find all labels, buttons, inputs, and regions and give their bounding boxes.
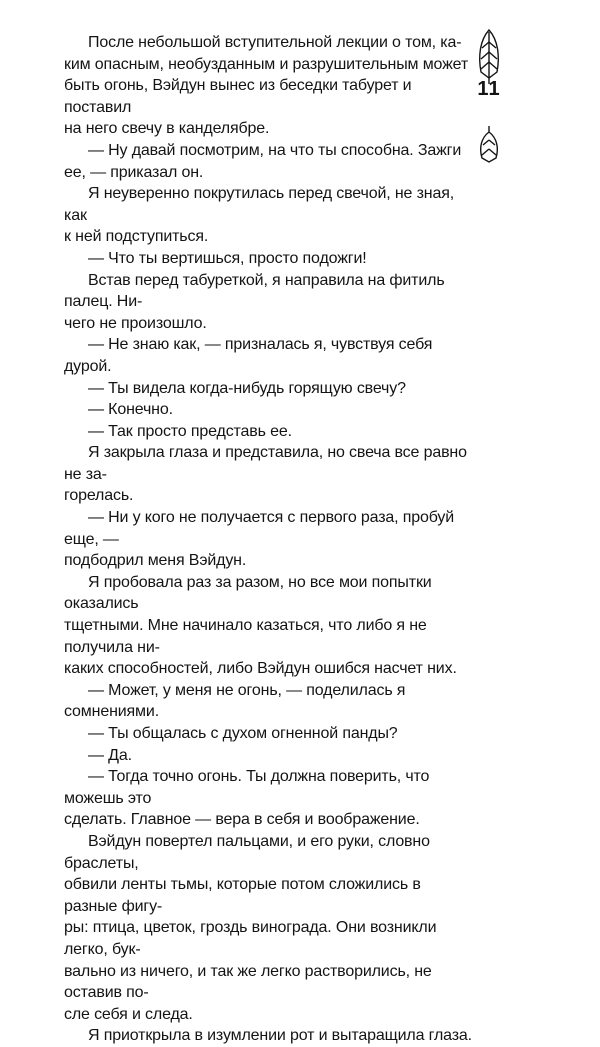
text-line: — Конечно. — [88, 401, 173, 419]
text-line: обвили ленты тьмы, которые потом сложились в разные фигу- — [64, 876, 421, 915]
page-text — [64, 32, 472, 1047]
text-line: быть огонь, Вэйдун вынес из беседки табурет и поставил — [64, 77, 412, 116]
text-line: Я приоткрыла в изумлении рот и вытаращила глаза. — [88, 1027, 472, 1045]
text-line: чего не произошло. — [64, 314, 207, 332]
text-line: ры: птица, цветок, гроздь винограда. Они возникли легко, бук- — [64, 919, 437, 958]
text-line: сделать. Главное — вера в себя и воображение. — [64, 811, 420, 829]
text-line: — Так просто представь ее. — [88, 422, 292, 440]
text-line: подбодрил меня Вэйдун. — [64, 552, 247, 570]
text-line: Вэйдун повертел пальцами, и его руки, словно браслеты, — [64, 832, 430, 872]
text-line: Я закрыла глаза и представила, но свеча все равно не за- — [64, 444, 467, 483]
text-line: ее, — приказал он. — [64, 163, 204, 181]
text-line: каких способностей, либо Вэйдун ошибся насчет них. — [64, 660, 457, 678]
text-line: сле себя и следа. — [64, 1005, 193, 1023]
text-line: После небольшой вступительной лекции о том, ка- — [88, 34, 462, 51]
text-line: — Ты видела когда-нибудь горящую свечу? — [88, 379, 406, 397]
text-line: — Тогда точно огонь. Ты должна поверить, что можешь это — [64, 768, 430, 807]
text-line: — Ты общалась с духом огненной панды? — [88, 725, 398, 742]
text-line: ким опасным, необузданным и разрушительным может — [64, 55, 469, 73]
text-line: — Ну давай посмотрим, на что ты способна. Зажги — [88, 141, 462, 159]
page-number: 11 — [477, 78, 501, 100]
text-line: — Ни у кого не получается с первого раза, пробуй еще, — — [64, 509, 455, 548]
text-line: тщетными. Мне начинало казаться, что либо я не получила ни- — [64, 617, 427, 656]
text-line: на него свечу в канделябре. — [64, 120, 270, 138]
text-line: — Да. — [88, 746, 132, 764]
text-line: к ней подступиться. — [64, 228, 209, 246]
text-line: горелась. — [64, 487, 134, 505]
text-line: — Не знаю как, — призналась я, чувствуя себя дурой. — [64, 336, 433, 375]
text-line: вально из ничего, и так же легко растворились, не оставив по- — [64, 962, 432, 1002]
text-line: Встав перед табуреткой, я направила на фитиль палец. Ни- — [64, 271, 445, 311]
text-line: — Может, у меня не огонь, — поделилась я сомнениями. — [64, 681, 406, 721]
text-line: Я неуверенно покрутилась перед свечой, не зная, как — [64, 185, 454, 224]
text-line: — Что ты вертишься, просто подожги! — [88, 249, 367, 267]
text-line: Я пробовала раз за разом, но все мои попытки оказались — [64, 573, 432, 613]
